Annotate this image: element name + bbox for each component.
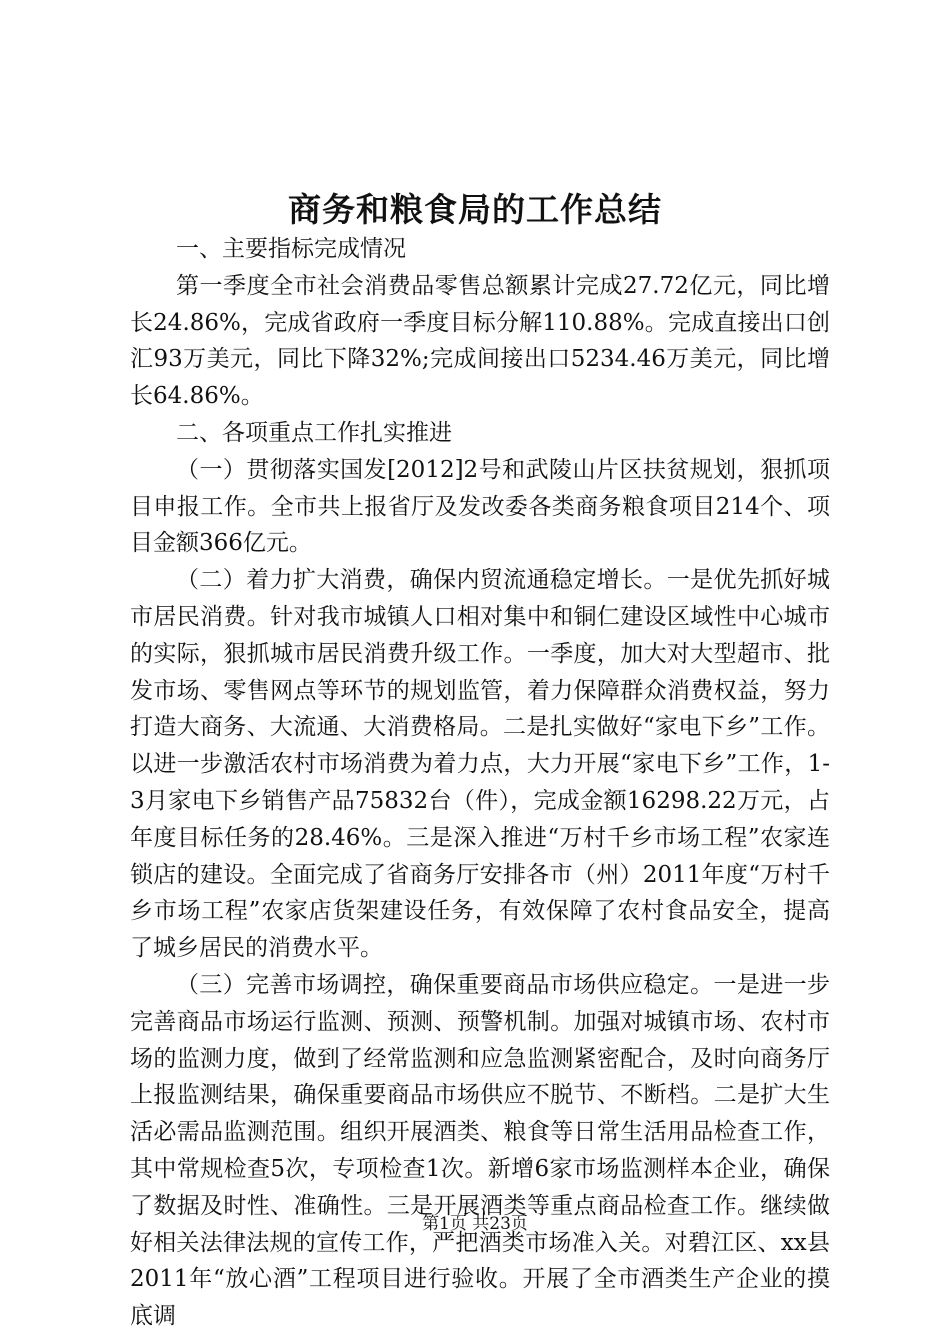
section-heading-1: 一、主要指标完成情况: [176, 236, 406, 262]
page-footer: 第1页 共23页: [422, 1214, 528, 1234]
paragraph-item-2: （二）着力扩大消费，确保内贸流通稳定增长。一是优先抓好城市居民消费。针对我市城镇人口相对集中和铜仁建设区域性中心城市的实际，狠抓城市居民消费升级工作。一季度，加大对大型超市、批发市场、零售网点等环节的规划监管，着力保障群众消费权益，努力打造大商务、大流通、大消费格局。二是扎实做好“家电下乡”工作。以进一步激活农村市场消费为着力点，大力开展“家电下乡”工作，1-3月家电下乡销售产品75832台（件），完成金额16298.22万元，占年度目标任务的28.46%。三是深入推进“万村千乡市场工程”农家连锁店的建设。全面完成了省商务厅安排各市（州）2011年度“万村千乡市场工程”农家店货架建设任务，有效保障了农村食品安全，提高了城乡居民的消费水平。: [130, 567, 830, 962]
document-body: [130, 231, 830, 1335]
paragraph-indicators: 第一季度全市社会消费品零售总额累计完成27.72亿元，同比增长24.86%，完成省政府一季度目标分解110.88%。完成直接出口创汇93万美元，同比下降32%;完成间接出口5234.46万美元，同比增长64.86%。: [130, 272, 830, 410]
paragraph-item-1: （一）贯彻落实国发[2012]2号和武陵山片区扶贫规划，狠抓项目申报工作。全市共上报省厅及发改委各类商务粮食项目214个、项目金额366亿元。: [130, 456, 830, 557]
document-title: 商务和粮食局的工作总结: [288, 190, 662, 229]
section-heading-2: 二、各项重点工作扎实推进: [176, 419, 452, 446]
paragraph-item-3: （三）完善市场调控，确保重要商品市场供应稳定。一是进一步完善商品市场运行监测、预测、预警机制。加强对城镇市场、农村市场的监测力度，做到了经常监测和应急监测紧密配合，及时向商务厅上报监测结果，确保重要商品市场供应不脱节、不断档。二是扩大生活必需品监测范围。组织开展酒类、粮食等日常生活用品检查工作，其中常规检查5次，专项检查1次。新增6家市场监测样本企业，确保了数据及时性、准确性。三是开展酒类等重点商品检查工作。继续做好相关法律法规的宣传工作，严把酒类市场准入关。对碧江区、xx县2011年“放心酒”工程项目进行验收。开展了全市酒类生产企业的摸底调: [130, 971, 830, 1330]
